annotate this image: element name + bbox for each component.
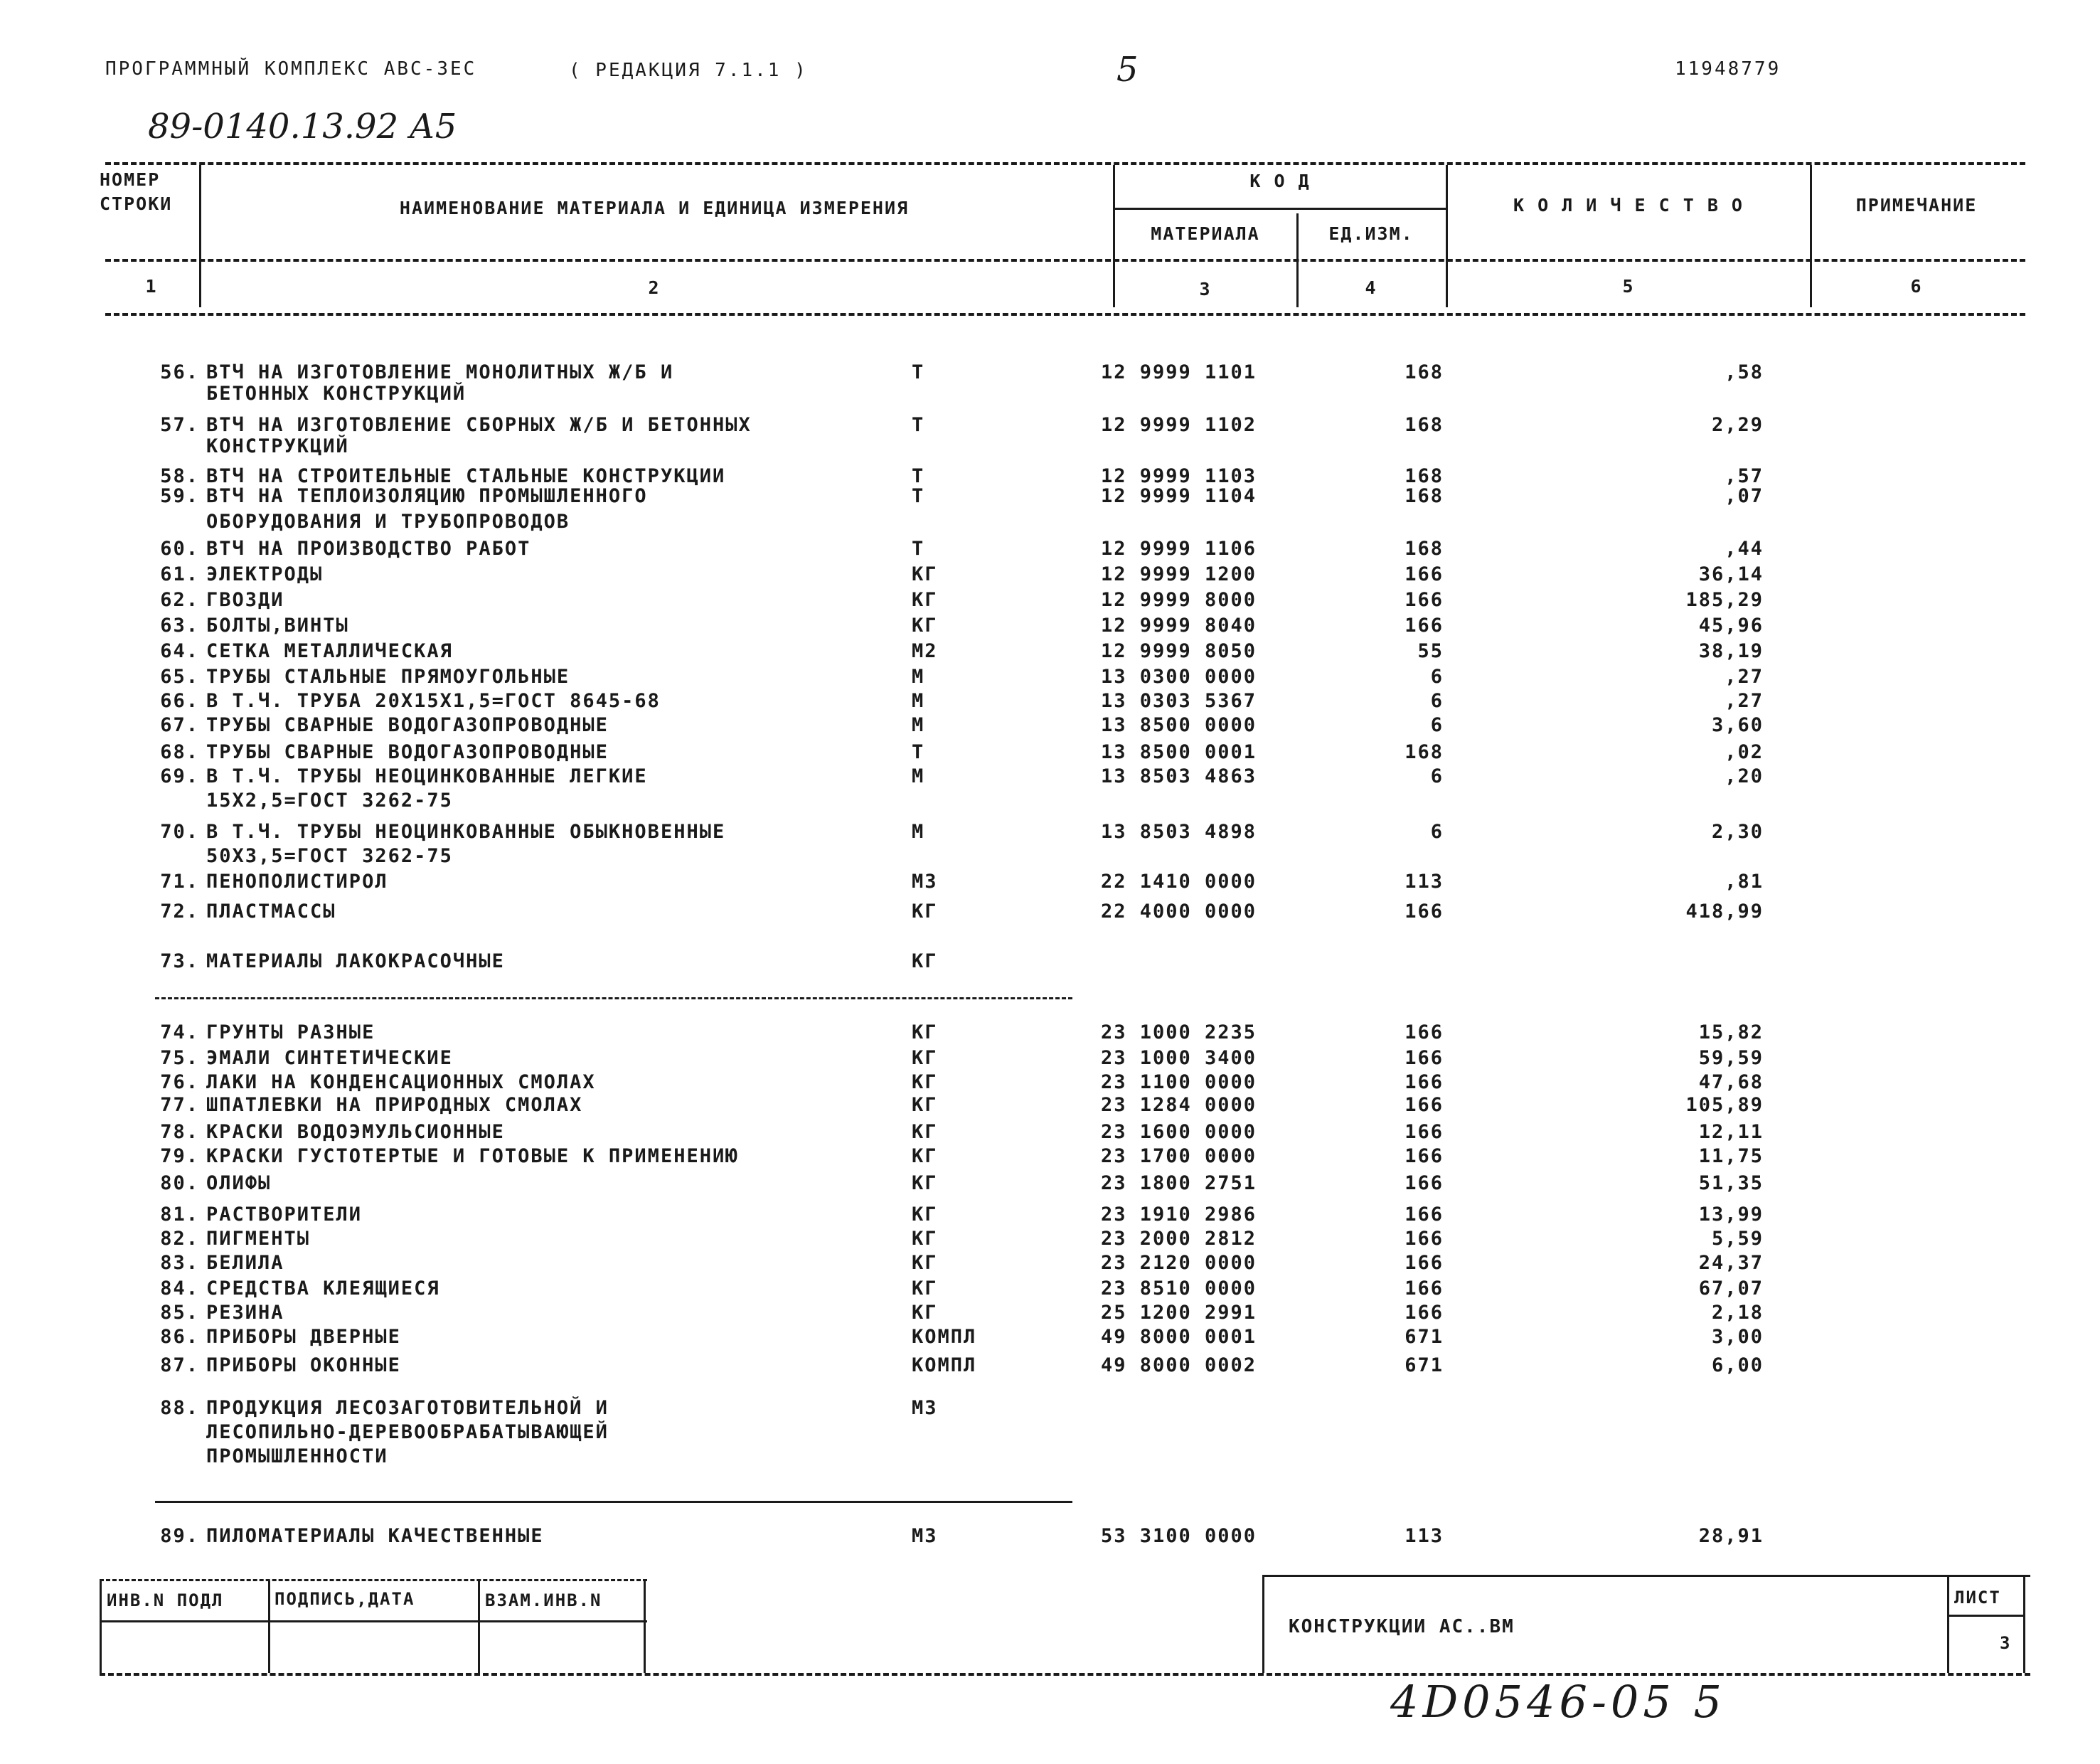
table-row xyxy=(0,360,2100,384)
cell-unit: Т xyxy=(912,414,925,436)
cell-name: БЕЛИЛА xyxy=(206,1252,284,1274)
cell-num: 71. xyxy=(160,871,199,893)
cell-uc: 168 xyxy=(1405,465,1444,487)
col-number-1: 1 xyxy=(145,276,158,297)
cell-uc: 671 xyxy=(1405,1354,1444,1376)
table-row xyxy=(0,588,2100,612)
table-row xyxy=(0,1396,2100,1420)
table-row xyxy=(0,639,2100,663)
cell-name: СРЕДСТВА КЛЕЯЩИЕСЯ xyxy=(206,1277,440,1300)
cell-qty: ,27 xyxy=(1725,690,1764,712)
cell-name: ЭЛЕКТРОДЫ xyxy=(206,563,324,585)
cell-qty: 105,89 xyxy=(1685,1094,1764,1116)
cell-name: В Т.Ч. ТРУБЫ НЕОЦИНКОВАННЫЕ ОБЫКНОВЕННЫЕ xyxy=(206,821,726,843)
cell-num: 62. xyxy=(160,589,199,611)
table-row xyxy=(0,844,2100,868)
cell-unit: КГ xyxy=(912,1204,938,1226)
table-row xyxy=(0,788,2100,812)
cell-qty: 51,35 xyxy=(1698,1172,1764,1194)
cell-uc: 6 xyxy=(1430,821,1444,843)
cell-uc: 166 xyxy=(1405,563,1444,585)
cell-name: ЛЕСОПИЛЬНО-ДЕРЕВООБРАБАТЫВАЮЩЕЙ xyxy=(206,1421,609,1443)
cell-mat: 23 1100 0000 xyxy=(1101,1071,1257,1093)
stamp-vline-5 xyxy=(1262,1576,1264,1673)
cell-unit: М xyxy=(912,821,925,843)
cell-unit: М xyxy=(912,666,925,688)
col-name-header: НАИМЕНОВАНИЕ МАТЕРИАЛА И ЕДИНИЦА ИЗМЕРЕНИЯ xyxy=(399,198,910,218)
cell-qty: 2,30 xyxy=(1711,821,1764,843)
cell-mat: 12 9999 1200 xyxy=(1101,563,1257,585)
cell-num: 66. xyxy=(160,690,199,712)
table-row xyxy=(0,1420,2100,1444)
cell-unit: КГ xyxy=(912,1047,938,1069)
cell-name: ТРУБЫ СТАЛЬНЫЕ ПРЯМОУГОЛЬНЫЕ xyxy=(206,666,570,688)
col-number-4: 4 xyxy=(1365,277,1377,298)
table-row xyxy=(0,1226,2100,1250)
cell-unit: КГ xyxy=(912,1021,938,1043)
cell-unit: КГ xyxy=(912,1071,938,1093)
cell-qty: 185,29 xyxy=(1685,589,1764,611)
table-row xyxy=(0,764,2100,788)
stamp-vline-4 xyxy=(644,1580,646,1673)
cell-uc: 166 xyxy=(1405,1021,1444,1043)
cell-num: 79. xyxy=(160,1145,199,1167)
program-title: ПРОГРАММНЫЙ КОМПЛЕКС АВС-3ЕС xyxy=(105,58,477,80)
col-number-5: 5 xyxy=(1622,276,1635,297)
cell-num: 72. xyxy=(160,900,199,923)
code-number: 11948779 xyxy=(1675,58,1781,80)
cell-qty: 38,19 xyxy=(1698,640,1764,662)
cell-num: 77. xyxy=(160,1094,199,1116)
cell-qty: ,81 xyxy=(1725,871,1764,893)
cell-uc: 166 xyxy=(1405,1121,1444,1143)
cell-name: ВТЧ НА СТРОИТЕЛЬНЫЕ СТАЛЬНЫЕ КОНСТРУКЦИИ xyxy=(206,465,726,487)
cell-qty: 6,00 xyxy=(1711,1354,1764,1376)
table-row xyxy=(0,536,2100,560)
cell-unit: КГ xyxy=(912,1094,938,1116)
cell-unit: М xyxy=(912,765,925,787)
table-row xyxy=(0,740,2100,764)
table-row xyxy=(0,434,2100,458)
handwritten-archive-number: 4D0546-05 5 xyxy=(1390,1676,1726,1728)
table-row xyxy=(0,1324,2100,1349)
table-row xyxy=(0,1250,2100,1275)
cell-qty: 2,29 xyxy=(1711,414,1764,436)
cell-uc: 166 xyxy=(1405,1172,1444,1194)
stamp-title: КОНСТРУКЦИИ АС..ВМ xyxy=(1289,1616,1515,1637)
table-row xyxy=(0,413,2100,437)
cell-mat: 12 9999 1103 xyxy=(1101,465,1257,487)
table-row xyxy=(0,1202,2100,1226)
cell-qty: 11,75 xyxy=(1698,1145,1764,1167)
cell-name: БОЛТЫ,ВИНТЫ xyxy=(206,615,349,637)
cell-qty: 15,82 xyxy=(1698,1021,1764,1043)
cell-uc: 113 xyxy=(1405,871,1444,893)
cell-unit: Т xyxy=(912,361,925,383)
table-row xyxy=(0,713,2100,737)
cell-name: РАСТВОРИТЕЛИ xyxy=(206,1204,363,1226)
cell-name: ТРУБЫ СВАРНЫЕ ВОДОГАЗОПРОВОДНЫЕ xyxy=(206,741,609,763)
cell-num: 60. xyxy=(160,538,199,560)
cell-qty: ,02 xyxy=(1725,741,1764,763)
table-row xyxy=(0,613,2100,637)
cell-name: 15Х2,5=ГОСТ 3262-75 xyxy=(206,790,453,812)
cell-uc: 6 xyxy=(1430,666,1444,688)
cell-name: ОЛИФЫ xyxy=(206,1172,272,1194)
stamp-top-rule-left xyxy=(100,1579,647,1581)
header-vline-2 xyxy=(1113,165,1115,307)
stamp-list-rule xyxy=(1947,1615,2023,1617)
cell-num: 78. xyxy=(160,1121,199,1143)
cell-uc: 168 xyxy=(1405,361,1444,383)
cell-name: ПЕНОПОЛИСТИРОЛ xyxy=(206,871,388,893)
header-mid-rule xyxy=(105,259,2025,262)
cell-uc: 166 xyxy=(1405,589,1444,611)
cell-name: ПИЛОМАТЕРИАЛЫ КАЧЕСТВЕННЫЕ xyxy=(206,1525,544,1547)
col-kod-header: К О Д xyxy=(1249,171,1311,191)
cell-name: КОНСТРУКЦИЙ xyxy=(206,435,349,457)
cell-uc: 166 xyxy=(1405,900,1444,923)
cell-uc: 166 xyxy=(1405,1277,1444,1300)
cell-unit: КГ xyxy=(912,900,938,923)
col-note-header: ПРИМЕЧАНИЕ xyxy=(1855,195,1978,216)
cell-num: 68. xyxy=(160,741,199,763)
cell-qty: 45,96 xyxy=(1698,615,1764,637)
table-row xyxy=(0,484,2100,508)
cell-mat: 12 9999 8000 xyxy=(1101,589,1257,611)
table-row xyxy=(0,819,2100,844)
cell-mat: 23 1000 2235 xyxy=(1101,1021,1257,1043)
stamp-vline-2 xyxy=(268,1580,270,1673)
cell-qty: 47,68 xyxy=(1698,1071,1764,1093)
table-row xyxy=(0,509,2100,533)
stamp-inv-podl: ИНВ.N ПОДЛ xyxy=(107,1590,224,1610)
cell-num: 63. xyxy=(160,615,199,637)
stamp-vline-7 xyxy=(2023,1576,2025,1673)
cell-uc: 166 xyxy=(1405,1228,1444,1250)
cell-mat: 49 8000 0002 xyxy=(1101,1354,1257,1376)
cell-mat: 13 8500 0001 xyxy=(1101,741,1257,763)
cell-unit: КГ xyxy=(912,563,938,585)
cell-unit: Т xyxy=(912,465,925,487)
cell-unit: Т xyxy=(912,741,925,763)
cell-unit: КГ xyxy=(912,1277,938,1300)
cell-name: ПРИБОРЫ ОКОННЫЕ xyxy=(206,1354,401,1376)
cell-unit: М xyxy=(912,690,925,712)
stamp-bottom-rule xyxy=(100,1673,2030,1676)
table-row xyxy=(0,1020,2100,1044)
cell-unit: М3 xyxy=(912,1525,938,1547)
table-row xyxy=(0,1093,2100,1117)
page-mark: 5 xyxy=(1116,50,1139,90)
table-row xyxy=(0,869,2100,893)
cell-qty: 5,59 xyxy=(1711,1228,1764,1250)
cell-uc: 168 xyxy=(1405,485,1444,507)
cell-mat: 12 9999 1102 xyxy=(1101,414,1257,436)
table-row xyxy=(0,562,2100,586)
cell-num: 61. xyxy=(160,563,199,585)
cell-mat: 13 8503 4898 xyxy=(1101,821,1257,843)
cell-name: ТРУБЫ СВАРНЫЕ ВОДОГАЗОПРОВОДНЫЕ xyxy=(206,714,609,736)
cell-uc: 55 xyxy=(1417,640,1444,662)
stamp-vline-6 xyxy=(1947,1576,1949,1673)
stamp-mid-rule xyxy=(100,1620,647,1622)
cell-unit: КГ xyxy=(912,1121,938,1143)
cell-name: ВТЧ НА ТЕПЛОИЗОЛЯЦИЮ ПРОМЫШЛЕННОГО xyxy=(206,485,648,507)
cell-mat: 12 9999 1104 xyxy=(1101,485,1257,507)
header-vline-1 xyxy=(199,165,201,307)
cell-name: СЕТКА МЕТАЛЛИЧЕСКАЯ xyxy=(206,640,453,662)
cell-uc: 113 xyxy=(1405,1525,1444,1547)
cell-name: ОБОРУДОВАНИЯ И ТРУБОПРОВОДОВ xyxy=(206,511,570,533)
cell-qty: 36,14 xyxy=(1698,563,1764,585)
stamp-top-rule-right xyxy=(1262,1575,2030,1577)
header-top-rule xyxy=(105,162,2025,165)
cell-num: 70. xyxy=(160,821,199,843)
cell-mat: 23 1284 0000 xyxy=(1101,1094,1257,1116)
cell-mat: 23 8510 0000 xyxy=(1101,1277,1257,1300)
cell-uc: 166 xyxy=(1405,1094,1444,1116)
table-row xyxy=(0,1444,2100,1468)
table-row xyxy=(0,1144,2100,1168)
col-quantity-header: К О Л И Ч Е С Т В О xyxy=(1513,195,1744,216)
cell-uc: 6 xyxy=(1430,690,1444,712)
cell-mat: 13 8503 4863 xyxy=(1101,765,1257,787)
cell-unit: КОМПЛ xyxy=(912,1326,977,1348)
cell-qty: 12,11 xyxy=(1698,1121,1764,1143)
cell-name: ПИГМЕНТЫ xyxy=(206,1228,311,1250)
stamp-vline-3 xyxy=(478,1580,480,1673)
cell-num: 74. xyxy=(160,1021,199,1043)
kod-sub-rule xyxy=(1113,208,1446,210)
cell-unit: КГ xyxy=(912,589,938,611)
cell-num: 88. xyxy=(160,1397,199,1419)
table-row xyxy=(0,899,2100,923)
cell-qty: ,57 xyxy=(1725,465,1764,487)
cell-name: КРАСКИ ВОДОЭМУЛЬСИОННЫЕ xyxy=(206,1121,505,1143)
cell-mat: 12 9999 1106 xyxy=(1101,538,1257,560)
cell-num: 58. xyxy=(160,465,199,487)
table-row xyxy=(0,1070,2100,1094)
cell-uc: 168 xyxy=(1405,538,1444,560)
cell-unit: М xyxy=(912,714,925,736)
cell-num: 81. xyxy=(160,1204,199,1226)
cell-uc: 671 xyxy=(1405,1326,1444,1348)
cell-qty: 418,99 xyxy=(1685,900,1764,923)
cell-num: 67. xyxy=(160,714,199,736)
cell-qty: 67,07 xyxy=(1698,1277,1764,1300)
col-unit-header: ЕД.ИЗМ. xyxy=(1328,223,1414,244)
cell-unit: КОМПЛ xyxy=(912,1354,977,1376)
cell-uc: 6 xyxy=(1430,765,1444,787)
cell-name: ЭМАЛИ СИНТЕТИЧЕСКИЕ xyxy=(206,1047,453,1069)
cell-name: ВТЧ НА ПРОИЗВОДСТВО РАБОТ xyxy=(206,538,531,560)
cell-mat: 22 4000 0000 xyxy=(1101,900,1257,923)
stamp-list-label: ЛИСТ xyxy=(1954,1588,2001,1608)
cell-uc: 168 xyxy=(1405,741,1444,763)
cell-num: 84. xyxy=(160,1277,199,1300)
cell-name: ПРИБОРЫ ДВЕРНЫЕ xyxy=(206,1326,401,1348)
cell-num: 64. xyxy=(160,640,199,662)
cell-unit: М3 xyxy=(912,1397,938,1419)
cell-name: 50Х3,5=ГОСТ 3262-75 xyxy=(206,845,453,867)
cell-mat: 23 1600 0000 xyxy=(1101,1121,1257,1143)
cell-uc: 166 xyxy=(1405,1204,1444,1226)
edition-label: ( РЕДАКЦИЯ 7.1.1 ) xyxy=(569,60,808,81)
cell-name: ВТЧ НА ИЗГОТОВЛЕНИЕ МОНОЛИТНЫХ Ж/Б И xyxy=(206,361,674,383)
cell-name: ПРОДУКЦИЯ ЛЕСОЗАГОТОВИТЕЛЬНОЙ И xyxy=(206,1397,609,1419)
cell-uc: 166 xyxy=(1405,615,1444,637)
table-row xyxy=(0,1524,2100,1548)
cell-name: ГВОЗДИ xyxy=(206,589,284,611)
cell-name: БЕТОННЫХ КОНСТРУКЦИЙ xyxy=(206,383,467,405)
cell-name: В Т.Ч. ТРУБЫ НЕОЦИНКОВАННЫЕ ЛЕГКИЕ xyxy=(206,765,648,787)
cell-qty: 59,59 xyxy=(1698,1047,1764,1069)
cell-unit: КГ xyxy=(912,950,938,972)
cell-num: 73. xyxy=(160,950,199,972)
cell-unit: Т xyxy=(912,485,925,507)
cell-mat: 53 3100 0000 xyxy=(1101,1525,1257,1547)
cell-mat: 23 1910 2986 xyxy=(1101,1204,1257,1226)
cell-num: 86. xyxy=(160,1326,199,1348)
cell-unit: М2 xyxy=(912,640,938,662)
cell-qty: ,58 xyxy=(1725,361,1764,383)
cell-num: 76. xyxy=(160,1071,199,1093)
cell-name: ЛАКИ НА КОНДЕНСАЦИОННЫХ СМОЛАХ xyxy=(206,1071,596,1093)
stamp-list-number: 3 xyxy=(2000,1633,2012,1653)
cell-mat: 13 0303 5367 xyxy=(1101,690,1257,712)
cell-name: МАТЕРИАЛЫ ЛАКОКРАСОЧНЫЕ xyxy=(206,950,505,972)
cell-mat: 23 2000 2812 xyxy=(1101,1228,1257,1250)
col-number-2: 2 xyxy=(648,277,661,298)
cell-num: 80. xyxy=(160,1172,199,1194)
cell-uc: 6 xyxy=(1430,714,1444,736)
cell-unit: КГ xyxy=(912,1145,938,1167)
cell-qty: ,44 xyxy=(1725,538,1764,560)
cell-num: 75. xyxy=(160,1047,199,1069)
cell-unit: КГ xyxy=(912,1252,938,1274)
col-material-header: МАТЕРИАЛА xyxy=(1151,223,1260,244)
cell-num: 83. xyxy=(160,1252,199,1274)
section-rule-timber xyxy=(155,1501,1072,1503)
cell-num: 85. xyxy=(160,1302,199,1324)
cell-mat: 22 1410 0000 xyxy=(1101,871,1257,893)
cell-mat: 23 2120 0000 xyxy=(1101,1252,1257,1274)
col-row-number-header: НОМЕР СТРОКИ xyxy=(100,169,173,214)
cell-num: 87. xyxy=(160,1354,199,1376)
cell-qty: ,07 xyxy=(1725,485,1764,507)
cell-mat: 23 1000 3400 xyxy=(1101,1047,1257,1069)
cell-num: 82. xyxy=(160,1228,199,1250)
cell-name: РЕЗИНА xyxy=(206,1302,284,1324)
cell-name: ШПАТЛЕВКИ НА ПРИРОДНЫХ СМОЛАХ xyxy=(206,1094,583,1116)
cell-unit: М3 xyxy=(912,871,938,893)
table-row xyxy=(0,1353,2100,1377)
col-number-3: 3 xyxy=(1199,279,1212,299)
cell-mat: 49 8000 0001 xyxy=(1101,1326,1257,1348)
cell-unit: КГ xyxy=(912,615,938,637)
table-row xyxy=(0,381,2100,405)
table-row xyxy=(0,1046,2100,1070)
stamp-vline-1 xyxy=(100,1580,102,1673)
cell-qty: ,27 xyxy=(1725,666,1764,688)
cell-qty: 2,18 xyxy=(1711,1302,1764,1324)
cell-qty: ,20 xyxy=(1725,765,1764,787)
table-row xyxy=(0,1276,2100,1300)
stamp-vzam-inv: ВЗАМ.ИНВ.N xyxy=(485,1590,602,1610)
table-row xyxy=(0,1120,2100,1144)
header-bottom-rule xyxy=(105,313,2025,316)
header-vline-4 xyxy=(1446,165,1448,307)
cell-name: ВТЧ НА ИЗГОТОВЛЕНИЕ СБОРНЫХ Ж/Б И БЕТОННЫХ xyxy=(206,414,752,436)
cell-qty: 13,99 xyxy=(1698,1204,1764,1226)
cell-name: В Т.Ч. ТРУБА 20Х15Х1,5=ГОСТ 8645-68 xyxy=(206,690,661,712)
cell-qty: 24,37 xyxy=(1698,1252,1764,1274)
cell-num: 57. xyxy=(160,414,199,436)
table-row xyxy=(0,949,2100,973)
cell-unit: КГ xyxy=(912,1172,938,1194)
cell-uc: 166 xyxy=(1405,1071,1444,1093)
cell-name: ПРОМЫШЛЕННОСТИ xyxy=(206,1445,388,1467)
header-vline-5 xyxy=(1810,165,1812,307)
cell-num: 89. xyxy=(160,1525,199,1547)
cell-uc: 166 xyxy=(1405,1145,1444,1167)
cell-num: 65. xyxy=(160,666,199,688)
table-row xyxy=(0,1171,2100,1195)
cell-mat: 13 0300 0000 xyxy=(1101,666,1257,688)
cell-unit: КГ xyxy=(912,1228,938,1250)
cell-mat: 12 9999 8050 xyxy=(1101,640,1257,662)
section-rule-paints xyxy=(155,997,1072,999)
cell-mat: 13 8500 0000 xyxy=(1101,714,1257,736)
cell-mat: 12 9999 1101 xyxy=(1101,361,1257,383)
stamp-podpis-data: ПОДПИСЬ,ДАТА xyxy=(275,1589,415,1609)
cell-num: 59. xyxy=(160,485,199,507)
cell-num: 69. xyxy=(160,765,199,787)
col-number-6: 6 xyxy=(1910,276,1923,297)
table-row xyxy=(0,1300,2100,1324)
cell-name: ПЛАСТМАССЫ xyxy=(206,900,336,923)
cell-uc: 166 xyxy=(1405,1252,1444,1274)
cell-uc: 168 xyxy=(1405,414,1444,436)
cell-qty: 3,60 xyxy=(1711,714,1764,736)
table-row xyxy=(0,689,2100,713)
cell-mat: 25 1200 2991 xyxy=(1101,1302,1257,1324)
doc-code: 89-0140.13.92 А5 xyxy=(148,107,457,147)
cell-qty: 3,00 xyxy=(1711,1326,1764,1348)
table-row xyxy=(0,664,2100,689)
cell-qty: 28,91 xyxy=(1698,1525,1764,1547)
cell-mat: 23 1700 0000 xyxy=(1101,1145,1257,1167)
cell-unit: КГ xyxy=(912,1302,938,1324)
cell-mat: 23 1800 2751 xyxy=(1101,1172,1257,1194)
cell-unit: Т xyxy=(912,538,925,560)
cell-name: ГРУНТЫ РАЗНЫЕ xyxy=(206,1021,375,1043)
cell-name: КРАСКИ ГУСТОТЕРТЫЕ И ГОТОВЫЕ К ПРИМЕНЕНИЮ xyxy=(206,1145,739,1167)
cell-uc: 166 xyxy=(1405,1302,1444,1324)
cell-mat: 12 9999 8040 xyxy=(1101,615,1257,637)
cell-num: 56. xyxy=(160,361,199,383)
cell-uc: 166 xyxy=(1405,1047,1444,1069)
